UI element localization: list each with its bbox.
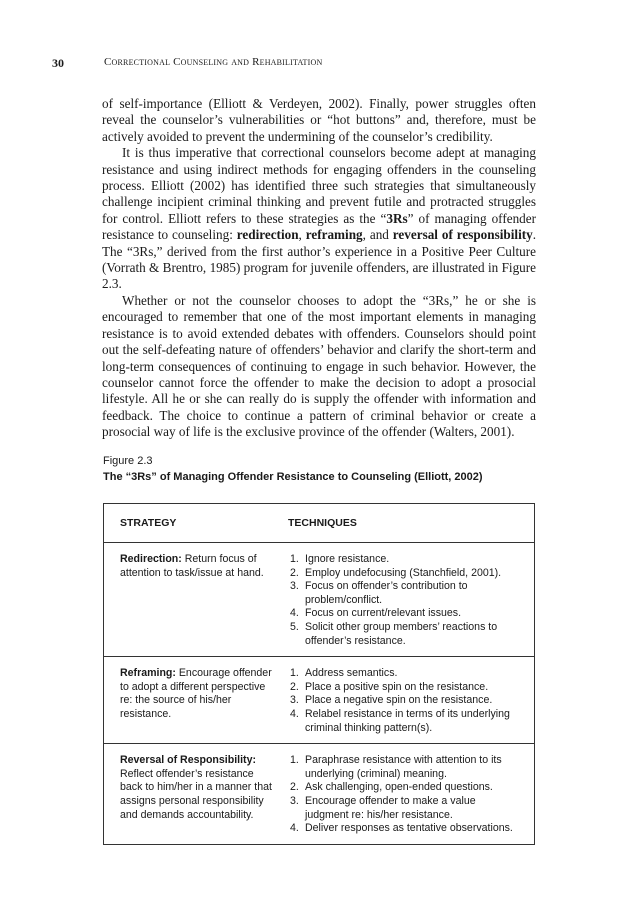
strategy-cell	[120, 553, 272, 648]
list-item: 2. Ask challenging, open-ended questions.	[290, 781, 493, 794]
strategy-description: Reflect offender’s resistance back to him/her in a manner that assigns personal responsibility and demands accountability.	[120, 767, 272, 821]
running-header	[52, 56, 598, 74]
list-item: 3. Focus on offender’s contribution to problem/conflict.	[290, 580, 468, 606]
para2-text-e: ,	[298, 227, 306, 243]
para2-text-c: ” of managing offender resistance to counseling:	[102, 210, 536, 243]
list-item: 4. Focus on current/relevant issues.	[290, 607, 462, 620]
list-item: 1. Ignore resistance.	[290, 553, 390, 565]
figure-2-3	[103, 455, 535, 835]
strategy-name: Redirection:	[120, 553, 182, 565]
column-header-strategy: STRATEGY	[120, 517, 177, 529]
list-item: 4. Relabel resistance in terms of its underlying criminal thinking pattern(s).	[290, 707, 510, 734]
paragraph-1: of self-importance (Elliott & Verdeyen, 2002). Finally, power struggles often reveal the counselor’s vulnerabilities or “hot buttons” and, therefore, must be actively avoided to prevent the undermining of the counselor’s credibility.	[102, 96, 536, 144]
column-header-techniques: TECHNIQUES	[288, 517, 357, 529]
list-item: 1. Address semantics.	[290, 667, 398, 680]
table-row	[104, 743, 534, 844]
list-item: 2. Place a positive spin on the resistance.	[290, 680, 489, 693]
para2-text-i: . The “3Rs,” derived from the first author’s experience in a Positive Peer Culture (Vorrath & Brentro, 1985) program for juvenile offenders, are illustrated in Figure 2.3.	[102, 227, 537, 292]
techniques-list	[290, 553, 522, 648]
table-row	[104, 543, 534, 656]
figure-title: The “3Rs” of Managing Offender Resistance to Counseling (Elliott, 2002)	[103, 471, 483, 483]
running-head-title: Correctional Counseling and Rehabilitation	[104, 56, 323, 68]
strategy-name: Reframing:	[120, 667, 176, 680]
techniques-list	[290, 667, 522, 735]
list-item: 1. Paraphrase resistance with attention to its underlying (criminal) meaning.	[290, 754, 502, 780]
para2-text-g: , and	[362, 227, 393, 243]
figure-label: Figure 2.3	[103, 455, 153, 467]
list-item: 5. Solicit other group members’ reactions to offender’s resistance.	[290, 620, 498, 647]
para2-text-a: It is thus imperative that correctional counselors become adept at managing resistance and using indirect methods for engaging offenders in the counseling process. Elliott (2002) has identified three such strategies that simultaneously challenge incipient criminal thinking and prevent futile and protracted struggles for control. Elliott refers to these strategies as the “	[102, 145, 536, 226]
term-redirection: redirection	[236, 227, 299, 243]
list-item: 3. Encourage offender to make a value judgment re: his/her resistance.	[290, 794, 476, 821]
paragraph-3: Whether or not the counselor chooses to adopt the “3Rs,” he or she is encouraged to remember that one of the most important elements in managing resistance is to avoid extended debates with offenders. Counselors should point out the self-defeating nature of offenders’ behavior and clarify the short-term and long-term consequences of continuing to engage in such behavior. However, the counselor cannot force the offender to make the decision to adopt a prosocial lifestyle. All he or she can really do is supply the offender with information and feedback. The choice to continue a pattern of criminal behavior or create a prosocial way of life is the exclusive province of the offender (Walters, 2001).	[102, 292, 536, 440]
strategy-cell	[120, 754, 272, 836]
page-number: 30	[52, 56, 64, 70]
strategy-description: Return focus of attention to task/issue at hand.	[120, 553, 264, 579]
table-header	[104, 504, 534, 543]
table-row	[104, 656, 534, 743]
strategy-description: Encourage offender to adopt a different perspective re: the source of his/her resistance.	[120, 667, 272, 720]
techniques-list	[290, 754, 522, 836]
term-reversal: reversal of responsibility	[392, 227, 533, 243]
list-item: 4. Deliver responses as tentative observations.	[290, 822, 513, 835]
term-3rs: 3Rs	[386, 210, 408, 226]
strategy-name: Reversal of Responsibility:	[120, 754, 256, 767]
list-item: 3. Place a negative spin on the resistance.	[290, 694, 493, 707]
body-text	[102, 96, 536, 441]
paragraph-2	[102, 145, 536, 293]
strategy-cell	[120, 667, 272, 735]
list-item: 2. Employ undefocusing (Stanchfield, 2001).	[290, 566, 502, 579]
strategy-table	[103, 503, 535, 845]
term-reframing: reframing	[305, 227, 363, 243]
